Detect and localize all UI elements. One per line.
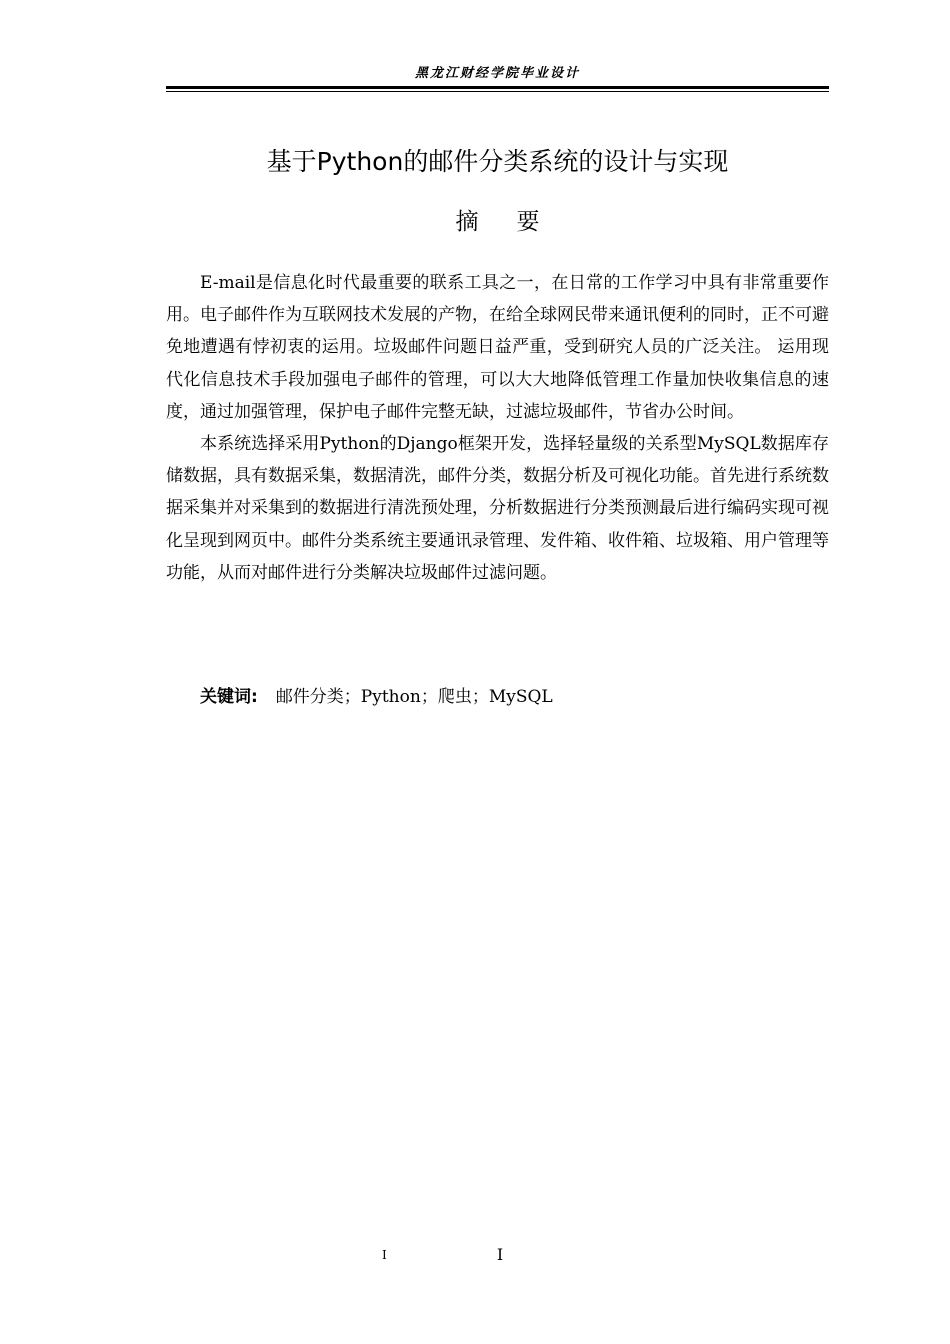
running-header: 黑龙江财经学院毕业设计	[414, 66, 580, 81]
abstract-heading: 摘要	[455, 209, 578, 235]
header-rule-thin	[166, 91, 829, 92]
page-number: I	[496, 1245, 504, 1264]
abstract-body	[166, 267, 829, 589]
keywords-line	[200, 681, 829, 713]
footer-mark: I	[382, 1248, 387, 1262]
abstract-paragraph-2: 本系统选择采用Python的Django框架开发，选择轻量级的关系型MySQL数据库存储数据，具有数据采集，数据清洗，邮件分类，数据分析及可视化功能。首先进行系统数据采集并对采集到的数据进行清洗预处理，分析数据进行分类预测最后进行编码实现可视化呈现到网页中。邮件分类系统主要通讯录管理、发件箱、收件箱、垃圾箱、用户管理等功能，从而对邮件进行分类解决垃圾邮件过滤问题。	[166, 434, 829, 583]
keywords-value: 邮件分类；Python；爬虫；MySQL	[275, 687, 553, 707]
abstract-paragraph-1: E-mail是信息化时代最重要的联系工具之一，在日常的工作学习中具有非常重要作用。电子邮件作为互联网技术发展的产物，在给全球网民带来通讯便利的同时，正不可避免地遭遇有悖初衷的运用。垃圾邮件问题日益严重，受到研究人员的广泛关注。 运用现代化信息技术手段加强电子邮件的管理，可以大大地降低管理工作量加快收集信息的速度，通过加强管理，保护电子邮件完整无缺，过滤垃圾邮件，节省办公时间。	[166, 273, 829, 422]
document-title: 基于Python的邮件分类系统的设计与实现	[266, 147, 729, 176]
header-rule-thick	[166, 86, 829, 89]
keywords-label: 关键词:	[200, 687, 258, 707]
